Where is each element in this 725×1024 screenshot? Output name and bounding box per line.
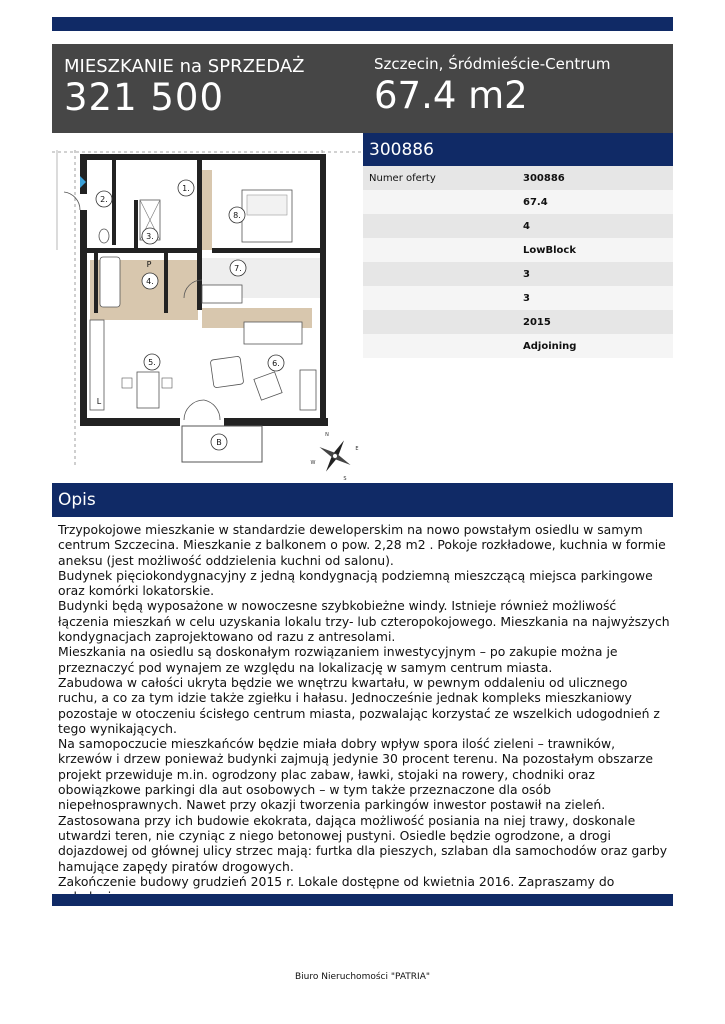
compass-letter: W: [310, 460, 316, 466]
compass-letter: E: [355, 446, 359, 452]
room-label: P: [146, 260, 152, 269]
param-value: Adjoining: [523, 341, 577, 352]
param-row: [363, 262, 673, 286]
room-label: 6.: [272, 359, 280, 368]
offer-id: 300886: [369, 140, 434, 160]
description-body: [58, 522, 670, 904]
param-value: 3: [523, 269, 530, 280]
room-label: 3.: [146, 232, 154, 241]
description-paragraph: Na samopoczucie mieszkańców będzie miała dobry wpływ spora ilość zieleni – trawników, krzewów i drzew ponieważ budynki zajmują jedynie 30 procent terenu. Na pozostałym obszarze projekt przewiduje m.in. ogrodzony plac zabaw, ławki, stojaki na rowery, chodniki oraz obowiązkowe parkingi dla aut osobowych – w tym także przeznaczone dla osób niepełnosprawnych. Nawet przy okazji tworzenia parkingów inwestor postawił na zieleń. Zastosowana przy ich budowie ekokrata, dająca możliwość posiania na niej trawy, doskonale utwardzi teren, nie czyniąc z niego betonowej pustyni. Osiedle będzie ogrodzone, a drogi dojazdowej od głównej ulicy strzec mają: furtka dla pieszych, szlaban dla samochodów oraz garby hamujące zapędy piratów drogowych.: [58, 736, 668, 874]
description-paragraph: Zabudowa w całości ukryta będzie we wnętrzu kwartału, w pewnym oddaleniu od ulicznego ruchu, a co za tym idzie także zgiełku i hałasu. Jednocześnie jednak kompleks mieszkaniowy pozostaje w otoczeniu ścisłego centrum miasta, pozwalając korzystać ze wszelkich udogodnień z tego wynikających.: [58, 674, 660, 736]
room-label: 4.: [146, 277, 154, 286]
description-paragraph: Trzypokojowe mieszkanie w standardzie deweloperskim na nowo powstałym osiedlu w samym centrum Szczecina. Mieszkanie z balkonem o pow. 2,28 m2 . Pokoje rozkładowe, kuchnia w formie aneksu (jest możliwość oddzielenia kuchni od salonu).: [58, 522, 666, 568]
description-paragraph: Budynki będą wyposażone w nowoczesne szybkobieżne windy. Istnieje również możliwość łączenia mieszkań w celu uzyskania lokalu trzy- lub czteropokojowego. Mieszkania na najwyższych kondygnacjach zaprojektowano od razu z antresolami.: [58, 598, 670, 645]
room-label: 2.: [100, 195, 108, 204]
param-value: 300886: [523, 173, 565, 184]
description-paragraph: Mieszkania na osiedlu są doskonałym rozwiązaniem inwestycyjnym – po zakupie można je przeznaczyć pod wynajem ze względu na lokalizację w samym centrum miasta.: [58, 644, 618, 675]
floor-plan-image: [52, 140, 362, 482]
listing-type-label: MIESZKANIE na SPRZEDAŻ: [64, 56, 305, 77]
offer-params-table: [363, 166, 673, 358]
param-row: [363, 286, 673, 310]
param-row: [363, 190, 673, 214]
description-header: [52, 483, 673, 517]
param-label: Numer oferty: [369, 173, 436, 184]
bottom-decorative-bar: [52, 894, 673, 906]
param-row: [363, 214, 673, 238]
room-label: 8.: [233, 211, 241, 220]
param-value: 67.4: [523, 197, 548, 208]
description-title: Opis: [58, 490, 96, 510]
param-value: LowBlock: [523, 245, 576, 256]
listing-location: Szczecin, Śródmieście-Centrum: [374, 55, 611, 73]
param-value: 3: [523, 293, 530, 304]
compass-letter: N: [325, 432, 329, 438]
compass-letter: S: [343, 476, 347, 482]
room-label: B: [216, 438, 222, 447]
param-value: 4: [523, 221, 530, 232]
room-label: L: [96, 397, 102, 406]
listing-header: [52, 44, 673, 133]
room-label: 1.: [182, 184, 190, 193]
offer-id-header: [363, 133, 673, 166]
description-paragraph: Zakończenie budowy grudzień 2015 r. Lokale dostępne od kwietnia 2016. Zapraszamy do: [58, 873, 615, 889]
listing-price: 321 500: [64, 76, 225, 119]
param-row: [363, 310, 673, 334]
top-decorative-bar: [52, 17, 673, 31]
param-value: 2015: [523, 317, 551, 328]
param-row: [363, 166, 673, 190]
room-label: 7.: [234, 264, 242, 273]
listing-area: 67.4 m2: [374, 74, 528, 117]
compass-icon: [311, 432, 359, 482]
footer-agency: Biuro Nieruchomości "PATRIA": [294, 972, 430, 982]
param-row: [363, 334, 673, 358]
param-row: [363, 238, 673, 262]
description-paragraph: Budynek pięciokondygnacyjny z jedną kondygnacją podziemną mieszczącą miejsca parkingowe oraz komórki lokatorskie.: [58, 567, 653, 599]
room-label: 5.: [148, 358, 156, 367]
